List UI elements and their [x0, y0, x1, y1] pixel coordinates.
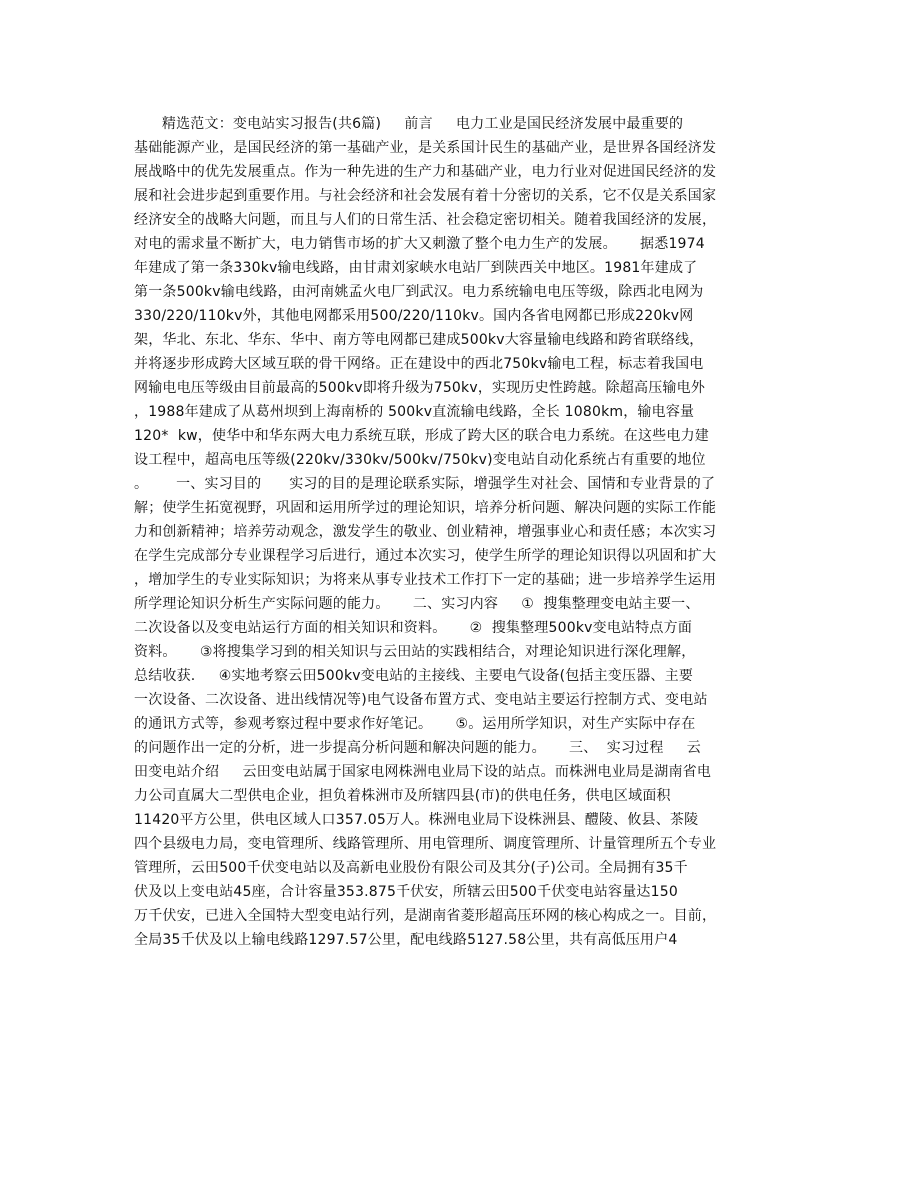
text-line: 四个县级电力局，变电管理所、线路管理所、用电管理所、调度管理所、计量管理所五个专业: [134, 836, 717, 852]
text-line: 力公司直属大二型供电企业，担负着株洲市及所辖四县(市)的供电任务，供电区域面积: [134, 788, 671, 804]
text-line: 展和社会进步起到重要作用。与社会经济和社会发展有着十分密切的关系，它不仅是关系国家: [134, 188, 717, 204]
text-line: 的通讯方式等，参观考察过程中要求作好笔记。 ⑤。运用所学知识，对生产实际中存在: [134, 716, 696, 732]
text-line: 330/220/110kv外，其他电网都采用500/220/110kv。国内各省电网都已形成220kv网: [134, 308, 694, 324]
text-line: 网输电电压等级由目前最高的500kv即将升级为750kv，实现历史性跨越。除超高压输电外: [134, 380, 706, 396]
text-line: 第一条500kv输电线路，由河南姚孟火电厂到武汉。电力系统输电电压等级，除西北电网为: [134, 284, 704, 300]
text-line: 并将逐步形成跨大区域互联的骨干网络。正在建设中的西北750kv输电工程，标志着我国电: [134, 356, 704, 372]
text-line: 展战略中的优先发展重点。作为一种先进的生产力和基础产业，电力行业对促进国民经济的发: [134, 164, 717, 180]
text-line: ，增加学生的专业实际知识；为将来从事专业技术工作打下一定的基础；进一步培养学生运用: [134, 572, 717, 588]
text-line: 在学生完成部分专业课程学习后进行，通过本次实习，使学生所学的理论知识得以巩固和扩大: [134, 548, 717, 564]
text-line: 的问题作出一定的分析，进一步提高分析问题和解决问题的能力。 三、 实习过程 云: [134, 740, 702, 756]
text-line: 对电的需求量不断扩大，电力销售市场的扩大又刺激了整个电力生产的发展。 据悉1974: [134, 236, 705, 252]
text-line: 二次设备以及变电站运行方面的相关知识和资料。 ② 搜集整理500kv变电站特点方面: [134, 620, 693, 636]
text-line: 基础能源产业，是国民经济的第一基础产业，是关系国计民生的基础产业，是世界各国经济发: [134, 140, 717, 156]
text-line: 设工程中，超高电压等级(220kv/330kv/500kv/750kv)变电站自动化系统占有重要的地位: [134, 452, 706, 468]
text-line: 总结收获. ④实地考察云田500kv变电站的主接线、主要电气设备(包括主变压器、主要: [134, 668, 694, 684]
text-line: ，1988年建成了从葛州坝到上海南桥的 500kv直流输电线路，全长 1080km，输电容量: [134, 404, 695, 420]
text-line: 所学理论知识分析生产实际问题的能力。 二、实习内容 ① 搜集整理变电站主要一、: [134, 596, 700, 612]
text-line: 年建成了第一条330kv输电线路，由甘肃刘家峡水电站厂到陕西关中地区。1981年建成了: [134, 260, 698, 276]
text-line: 120* kw，使华中和华东两大电力系统互联，形成了跨大区的联合电力系统。在这些电力建: [134, 428, 709, 444]
text-line: 田变电站介绍 云田变电站属于国家电网株洲电业局下设的站点。而株洲电业局是湖南省电: [134, 764, 712, 780]
text-line: 解；使学生拓宽视野，巩固和运用所学过的理论知识，培养分析问题、解决问题的实际工作能: [134, 500, 717, 516]
text-line: 经济安全的战略大问题，而且与人们的日常生活、社会稳定密切相关。随着我国经济的发展，: [134, 212, 717, 228]
text-line: 力和创新精神；培养劳动观念，激发学生的敬业、创业精神，增强事业心和责任感；本次实习: [134, 524, 717, 540]
text-line: 资料。 ③将搜集学习到的相关知识与云田站的实践相结合，对理论知识进行深化理解，: [134, 644, 696, 660]
text-line: 万千伏安，已进入全国特大型变电站行列，是湖南省菱形超高压环网的核心构成之一。目前，: [134, 908, 717, 924]
text-line: 管理所，云田500千伏变电站以及高新电业股份有限公司及其分(子)公司。全局拥有35千: [134, 860, 688, 876]
text-line: 架，华北、东北、华东、华中、南方等电网都已建成500kv大容量输电线路和跨省联络线，: [134, 332, 704, 348]
text-line: 精选范文：变电站实习报告(共6篇) 前言 电力工业是国民经济发展中最重要的: [134, 116, 684, 132]
text-line: 11420平方公里，供电区域人口357.05万人。株洲电业局下设株洲县、醴陵、攸县、茶陵: [134, 812, 699, 828]
body-text: [134, 112, 784, 952]
text-line: 伏及以上变电站45座，合计容量353.875千伏安，所辖云田500千伏变电站容量达150: [134, 884, 678, 900]
text-line: 。 一、实习目的 实习的目的是理论联系实际，增强学生对社会、国情和专业背景的了: [134, 476, 716, 492]
text-line: 一次设备、二次设备、进出线情况等)电气设备布置方式、变电站主要运行控制方式、变电站: [134, 692, 708, 708]
text-line: 全局35千伏及以上输电线路1297.57公里，配电线路5127.58公里，共有高低压用户4: [134, 932, 678, 948]
